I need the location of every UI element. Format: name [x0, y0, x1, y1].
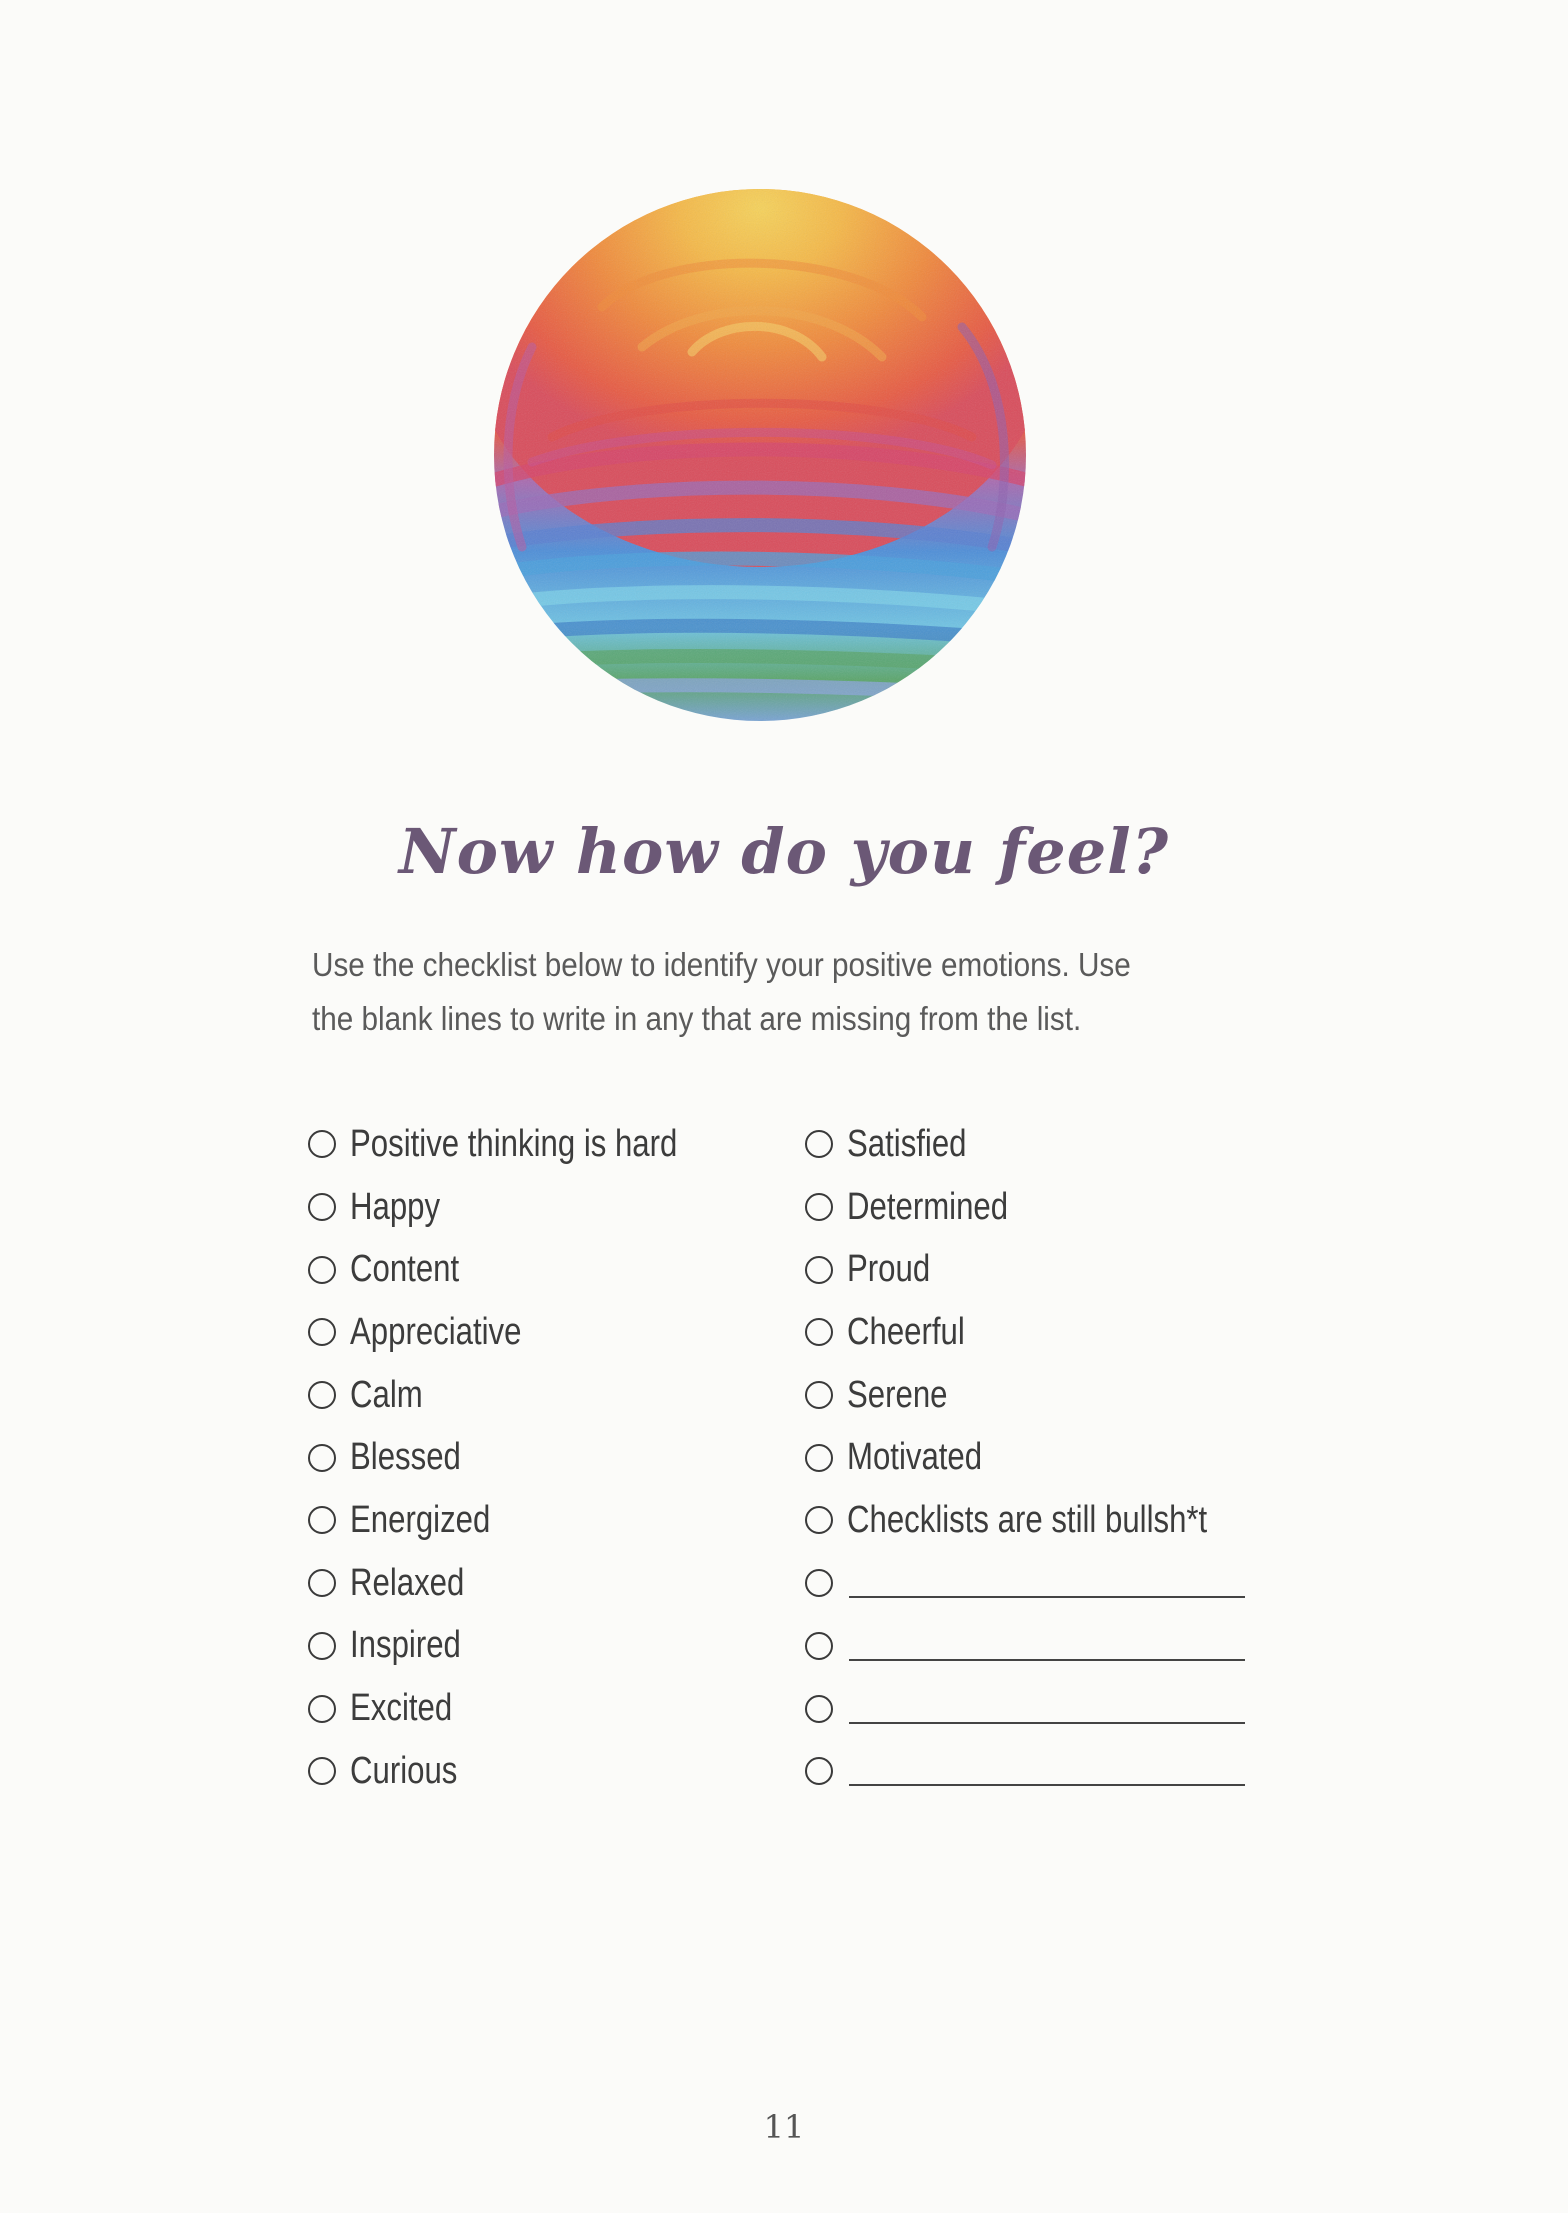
- checklist-label: Checklists are still bullsh*t: [847, 1498, 1208, 1541]
- checkbox-circle[interactable]: [308, 1506, 336, 1534]
- blank-checklist-item: [805, 1615, 1286, 1678]
- checklist-label: Positive thinking is hard: [350, 1122, 678, 1165]
- checkbox-circle[interactable]: [308, 1757, 336, 1785]
- checkbox-circle[interactable]: [308, 1695, 336, 1723]
- checklist-label: Proud: [847, 1248, 931, 1291]
- checklist-item: [805, 1364, 1286, 1427]
- checkbox-circle[interactable]: [308, 1632, 336, 1660]
- checklist-item: [308, 1615, 749, 1678]
- checkbox-circle[interactable]: [805, 1318, 833, 1346]
- checklist-left-column: [308, 1113, 749, 1803]
- orb-image: [492, 187, 1028, 723]
- intro-text: Use the checklist below to identify your positive emotions. Use the blank lines to write in any that are missing from the list.: [312, 946, 1131, 1037]
- checkbox-circle[interactable]: [805, 1506, 833, 1534]
- checklist-label: Calm: [350, 1373, 423, 1416]
- checklist-label: Content: [350, 1248, 460, 1291]
- checklist-label: Relaxed: [350, 1561, 465, 1604]
- checkbox-circle[interactable]: [805, 1193, 833, 1221]
- page-heading: Now how do you feel?: [398, 815, 1170, 888]
- checklist-item: [805, 1301, 1286, 1364]
- checklist-item: [805, 1238, 1286, 1301]
- checkbox-circle[interactable]: [308, 1256, 336, 1284]
- checkbox-circle[interactable]: [805, 1569, 833, 1597]
- checklist-right-column: [805, 1113, 1286, 1803]
- checkbox-circle[interactable]: [308, 1193, 336, 1221]
- checklist-label: Motivated: [847, 1436, 983, 1479]
- checklist-label: Cheerful: [847, 1310, 965, 1353]
- blank-checklist-item: [805, 1740, 1286, 1803]
- checklist-label: Excited: [350, 1687, 453, 1730]
- page-number: 11: [763, 2108, 805, 2146]
- checkbox-circle[interactable]: [805, 1757, 833, 1785]
- checkbox-circle[interactable]: [308, 1569, 336, 1597]
- blank-checklist-item: [805, 1552, 1286, 1615]
- checkbox-circle[interactable]: [805, 1444, 833, 1472]
- checklist-item: [308, 1426, 749, 1489]
- checkbox-circle[interactable]: [805, 1695, 833, 1723]
- checklist-item: [308, 1552, 749, 1615]
- checklist-item: [308, 1113, 749, 1176]
- checkbox-circle[interactable]: [308, 1381, 336, 1409]
- checklist-item: [805, 1113, 1286, 1176]
- checklist-item: [308, 1176, 749, 1239]
- write-in-line[interactable]: [849, 1596, 1245, 1598]
- checklist-label: Determined: [847, 1185, 1009, 1228]
- checklist-item: [805, 1489, 1286, 1552]
- checklist-label: Inspired: [350, 1624, 461, 1667]
- checklist-label: Serene: [847, 1373, 948, 1416]
- checklist-item: [308, 1740, 749, 1803]
- checklist-label: Energized: [350, 1498, 491, 1541]
- checkbox-circle[interactable]: [805, 1256, 833, 1284]
- checkbox-circle[interactable]: [805, 1381, 833, 1409]
- checkbox-circle[interactable]: [308, 1318, 336, 1346]
- checklist-item: [308, 1301, 749, 1364]
- checklist-label: Curious: [350, 1749, 458, 1792]
- checklist-item: [805, 1176, 1286, 1239]
- checkbox-circle[interactable]: [805, 1632, 833, 1660]
- write-in-line[interactable]: [849, 1659, 1245, 1661]
- checklist-label: Appreciative: [350, 1310, 522, 1353]
- checkbox-circle[interactable]: [805, 1130, 833, 1158]
- checkbox-circle[interactable]: [308, 1130, 336, 1158]
- checklist-item: [308, 1364, 749, 1427]
- checklist-item: [308, 1489, 749, 1552]
- blank-checklist-item: [805, 1677, 1286, 1740]
- write-in-line[interactable]: [849, 1722, 1245, 1724]
- write-in-line[interactable]: [849, 1784, 1245, 1786]
- checklist-label: Happy: [350, 1185, 441, 1228]
- checklist-item: [308, 1677, 749, 1740]
- checklist-item: [805, 1426, 1286, 1489]
- checkbox-circle[interactable]: [308, 1444, 336, 1472]
- checklist-item: [308, 1238, 749, 1301]
- checklist-label: Blessed: [350, 1436, 461, 1479]
- watercolor-orb-illustration: [492, 187, 1028, 723]
- checklist-label: Satisfied: [847, 1122, 967, 1165]
